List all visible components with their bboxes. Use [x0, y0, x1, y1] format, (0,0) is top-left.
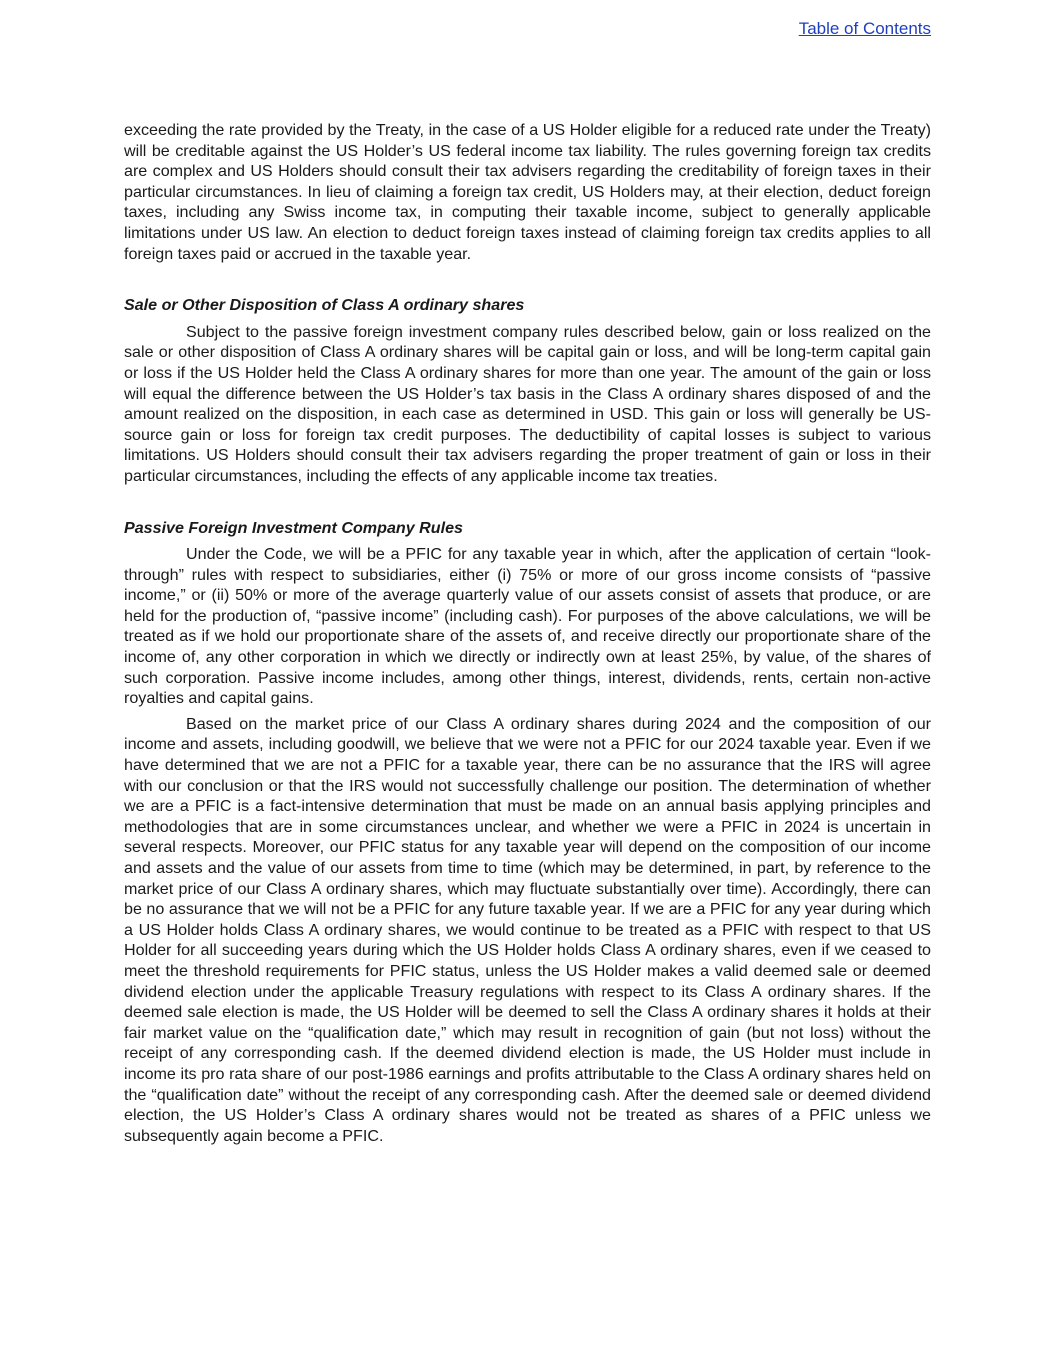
pfic-status-paragraph: Based on the market price of our Class A ordinary shares during 2024 and the composition of our income and assets, including goodwill, we believe that we were not a PFIC for our 2024 taxable year. Even if we have determined that we are not a PFIC for a taxable year, there can be no assurance that the IRS will agree with our conclusion or that the IRS would not successfully challenge our position. The determination of whether we are a PFIC is a fact-intensive determination that must be made on an annual basis applying principles and methodologies that are in some circumstances unclear, and whether we were a PFIC in 2024 is uncertain in several respects. Moreover, our PFIC status for any taxable year will depend on the composition of our income and assets and the value of our assets from time to time (which may be determined, in part, by reference to the market price of our Class A ordinary shares, which may fluctuate substantially over time). Accordingly, there can be no assurance that we will not be a PFIC for any future taxable year. If we are a PFIC for any year during which a US Holder holds Class A ordinary shares, we would continue to be treated as a PFIC with respect to that US Holder for all succeeding years during which the US Holder holds Class A ordinary shares, even if we ceased to meet the threshold requirements for PFIC status, unless the US Holder makes a valid deemed sale or deemed dividend election under the applicable Treasury regulations with respect to its Class A ordinary shares. If the deemed sale election is made, the US Holder will be deemed to sell the Class A ordinary shares it holds at their fair market value on the “qualification date,” which may result in recognition of gain (but not loss) without the receipt of any corresponding cash. If the deemed dividend election is made, the US Holder must include in income its pro rata share of our post-1986 earnings and profits attributable to the Class A ordinary shares held on the “qualification date” without the receipt of any corresponding cash. After the deemed sale or deemed dividend election, the US Holder’s Class A ordinary shares would not be treated as shares of a PFIC unless we subsequently again become a PFIC. — [124, 714, 931, 1145]
intro-paragraph: exceeding the rate provided by the Treaty, in the case of a US Holder eligible for a reduced rate under the Treaty) will be creditable against the US Holder’s US federal income tax liability. The rules governing foreign tax credits are complex and US Holders should consult their tax advisers regarding the creditability of foreign taxes in their particular circumstances. In lieu of claiming a foreign tax credit, US Holders may, at their election, deduct foreign taxes, including any Swiss income tax, in computing their taxable income, subject to generally applicable limitations under US law. An election to deduct foreign taxes instead of claiming foreign tax credits applies to all foreign taxes paid or accrued in the taxable year. — [124, 121, 931, 263]
section-spacer — [124, 264, 931, 295]
pfic-rules-heading: Passive Foreign Investment Company Rules — [124, 518, 463, 537]
table-of-contents-link[interactable]: Table of Contents — [798, 19, 931, 38]
sale-disposition-paragraph: Subject to the passive foreign investment company rules described below, gain or loss realized on the sale or other disposition of Class A ordinary shares will be capital gain or loss, and will be long-term capital gain or loss if the US Holder held the Class A ordinary shares for more than one year. The amount of the gain or loss will equal the difference between the US Holder’s tax basis in the Class A ordinary shares disposed of and the amount realized on the disposition, in each case as determined in USD. This gain or loss will generally be US-source gain or loss for foreign tax credit purposes. The deductibility of capital losses is subject to various limitations. US Holders should consult their tax advisers regarding the proper treatment of gain or loss in their particular circumstances, including the effects of any applicable income tax treaties. — [124, 322, 931, 485]
document-body — [124, 120, 931, 1146]
section-spacer — [124, 487, 931, 518]
sale-disposition-heading: Sale or Other Disposition of Class A ordinary shares — [124, 296, 525, 315]
pfic-definition-paragraph: Under the Code, we will be a PFIC for any taxable year in which, after the application of certain “look-through” rules with respect to subsidiaries, either (i) 75% or more of our gross income consists of “passive income,” or (ii) 50% or more of the average quarterly value of our assets consist of assets that produce, or are held for the production of, “passive income” (including cash). For purposes of the above calculations, we will be treated as if we hold our proportionate share of the assets of, and receive directly our proportionate share of the income of, any other corporation in which we directly or indirectly own at least 25%, by value, of the shares of such corporation. Passive income includes, among other things, interest, dividends, rents, certain non-active royalties and capital gains. — [124, 545, 931, 708]
